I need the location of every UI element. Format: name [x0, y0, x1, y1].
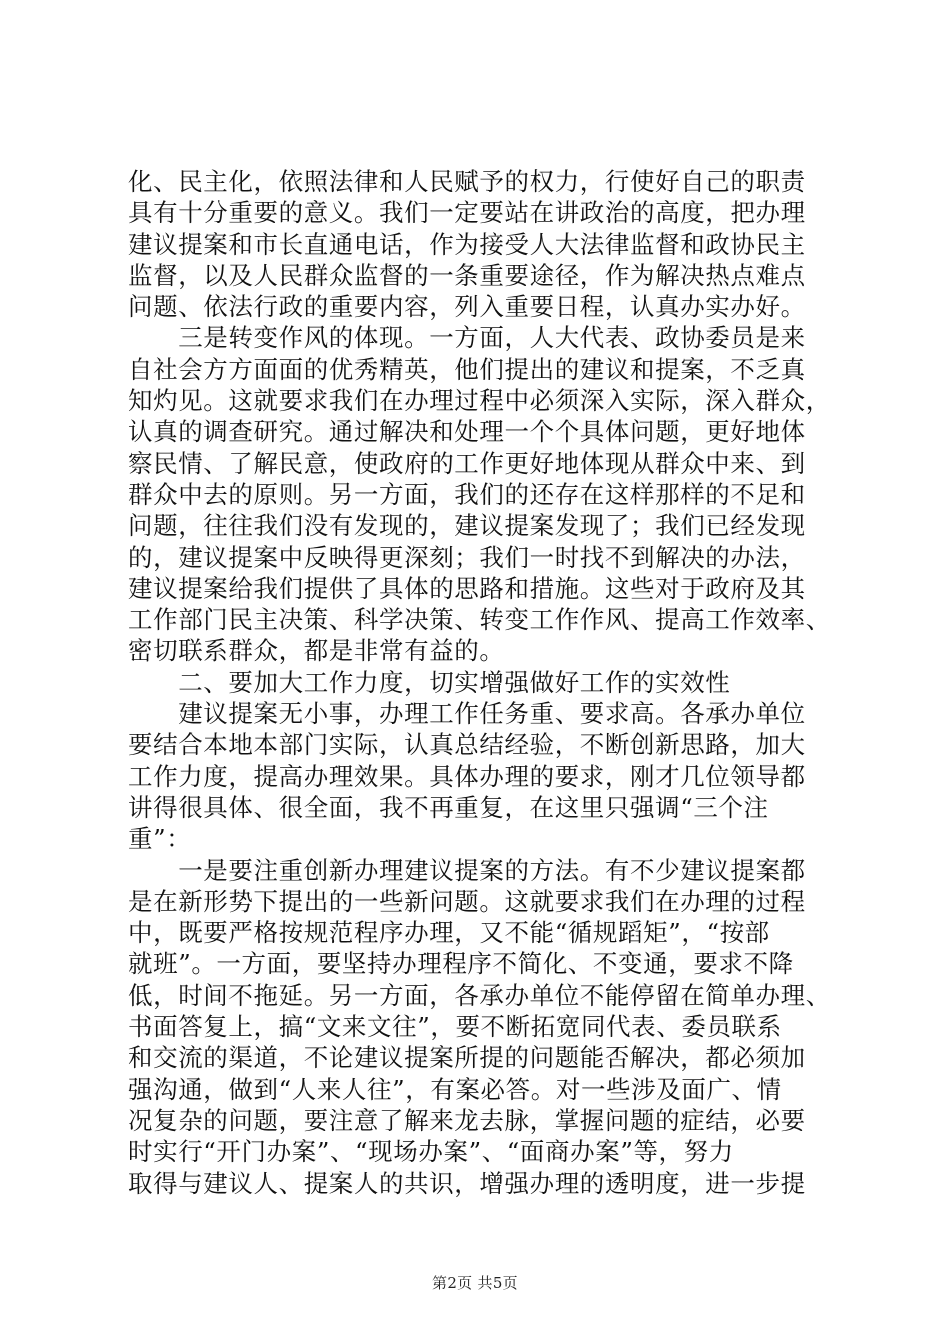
text-line: 问题，往往我们没有发现的，建议提案发现了；我们已经发现	[128, 511, 806, 541]
text-line: 建议提案给我们提供了具体的思路和措施。这些对于政府及其	[128, 573, 806, 603]
document-body	[128, 166, 833, 1199]
text-line: 是在新形势下提出的一些新问题。这就要求我们在办理的过程	[128, 886, 806, 916]
text-line: 就班”。一方面，要坚持办理程序不简化、不变通，要求不降	[128, 949, 794, 979]
text-line: 自社会方方面面的优秀精英，他们提出的建议和提案，不乏真	[128, 354, 806, 384]
text-line: 密切联系群众，都是非常有益的。	[128, 636, 505, 666]
text-line: 况复杂的问题，要注意了解来龙去脉，掌握问题的症结，必要	[128, 1105, 806, 1135]
page-number-footer: 第2页 共5页	[432, 1274, 518, 1292]
text-line: 具有十分重要的意义。我们一定要站在讲政治的高度，把办理	[128, 198, 806, 228]
text-line: 群众中去的原则。另一方面，我们的还存在这样那样的不足和	[128, 479, 806, 509]
text-line: 时实行“开门办案”、“现场办案”、“面商办案”等，努力	[128, 1137, 734, 1167]
text-line: 书面答复上，搞“文来文往”，要不断拓宽同代表、委员联系	[128, 1012, 782, 1042]
section-heading: 二、要加大工作力度，切实增强做好工作的实效性	[128, 667, 731, 697]
text-line: 认真的调查研究。通过解决和处理一个个具体问题，更好地体	[128, 417, 806, 447]
text-line: 一是要注重创新办理建议提案的方法。有不少建议提案都	[128, 855, 806, 885]
text-line: 工作部门民主决策、科学决策、转变工作作风、提高工作效率、	[128, 605, 831, 635]
text-line: 建议提案无小事，办理工作任务重、要求高。各承办单位	[128, 699, 806, 729]
text-line: 建议提案和市长直通电话，作为接受人大法律监督和政协民主	[128, 229, 806, 259]
text-line: 知灼见。这就要求我们在办理过程中必须深入实际，深入群众，	[128, 386, 831, 416]
text-line: 问题、依法行政的重要内容，列入重要日程，认真办实办好。	[128, 292, 806, 322]
text-line: 中，既要严格按规范程序办理，又不能“循规蹈矩”，“按部	[128, 918, 770, 948]
text-line: 化、民主化，依照法律和人民赋予的权力，行使好自己的职责	[128, 167, 806, 196]
text-line: 要结合本地本部门实际，认真总结经验，不断创新思路，加大	[128, 730, 806, 760]
text-line: 察民情、了解民意，使政府的工作更好地体现从群众中来、到	[128, 448, 806, 478]
text-line: 监督，以及人民群众监督的一条重要途径，作为解决热点难点	[128, 260, 806, 290]
text-line: 低，时间不拖延。另一方面，各承办单位不能停留在简单办理、	[128, 980, 831, 1010]
text-line: 三是转变作风的体现。一方面，人大代表、政协委员是来	[128, 323, 806, 353]
text-line: 的，建议提案中反映得更深刻；我们一时找不到解决的办法，	[128, 542, 806, 572]
text-line: 强沟通，做到“人来人往”，有案必答。对一些涉及面广、情	[128, 1074, 782, 1104]
text-line: 重”：	[128, 824, 192, 854]
text-line: 工作力度，提高办理效果。具体办理的要求，刚才几位领导都	[128, 761, 806, 791]
text-line: 讲得很具体、很全面，我不再重复，在这里只强调“三个注	[128, 792, 769, 822]
text-line: 和交流的渠道，不论建议提案所提的问题能否解决，都必须加	[128, 1043, 806, 1073]
text-line: 取得与建议人、提案人的共识，增强办理的透明度，进一步提	[128, 1168, 806, 1198]
